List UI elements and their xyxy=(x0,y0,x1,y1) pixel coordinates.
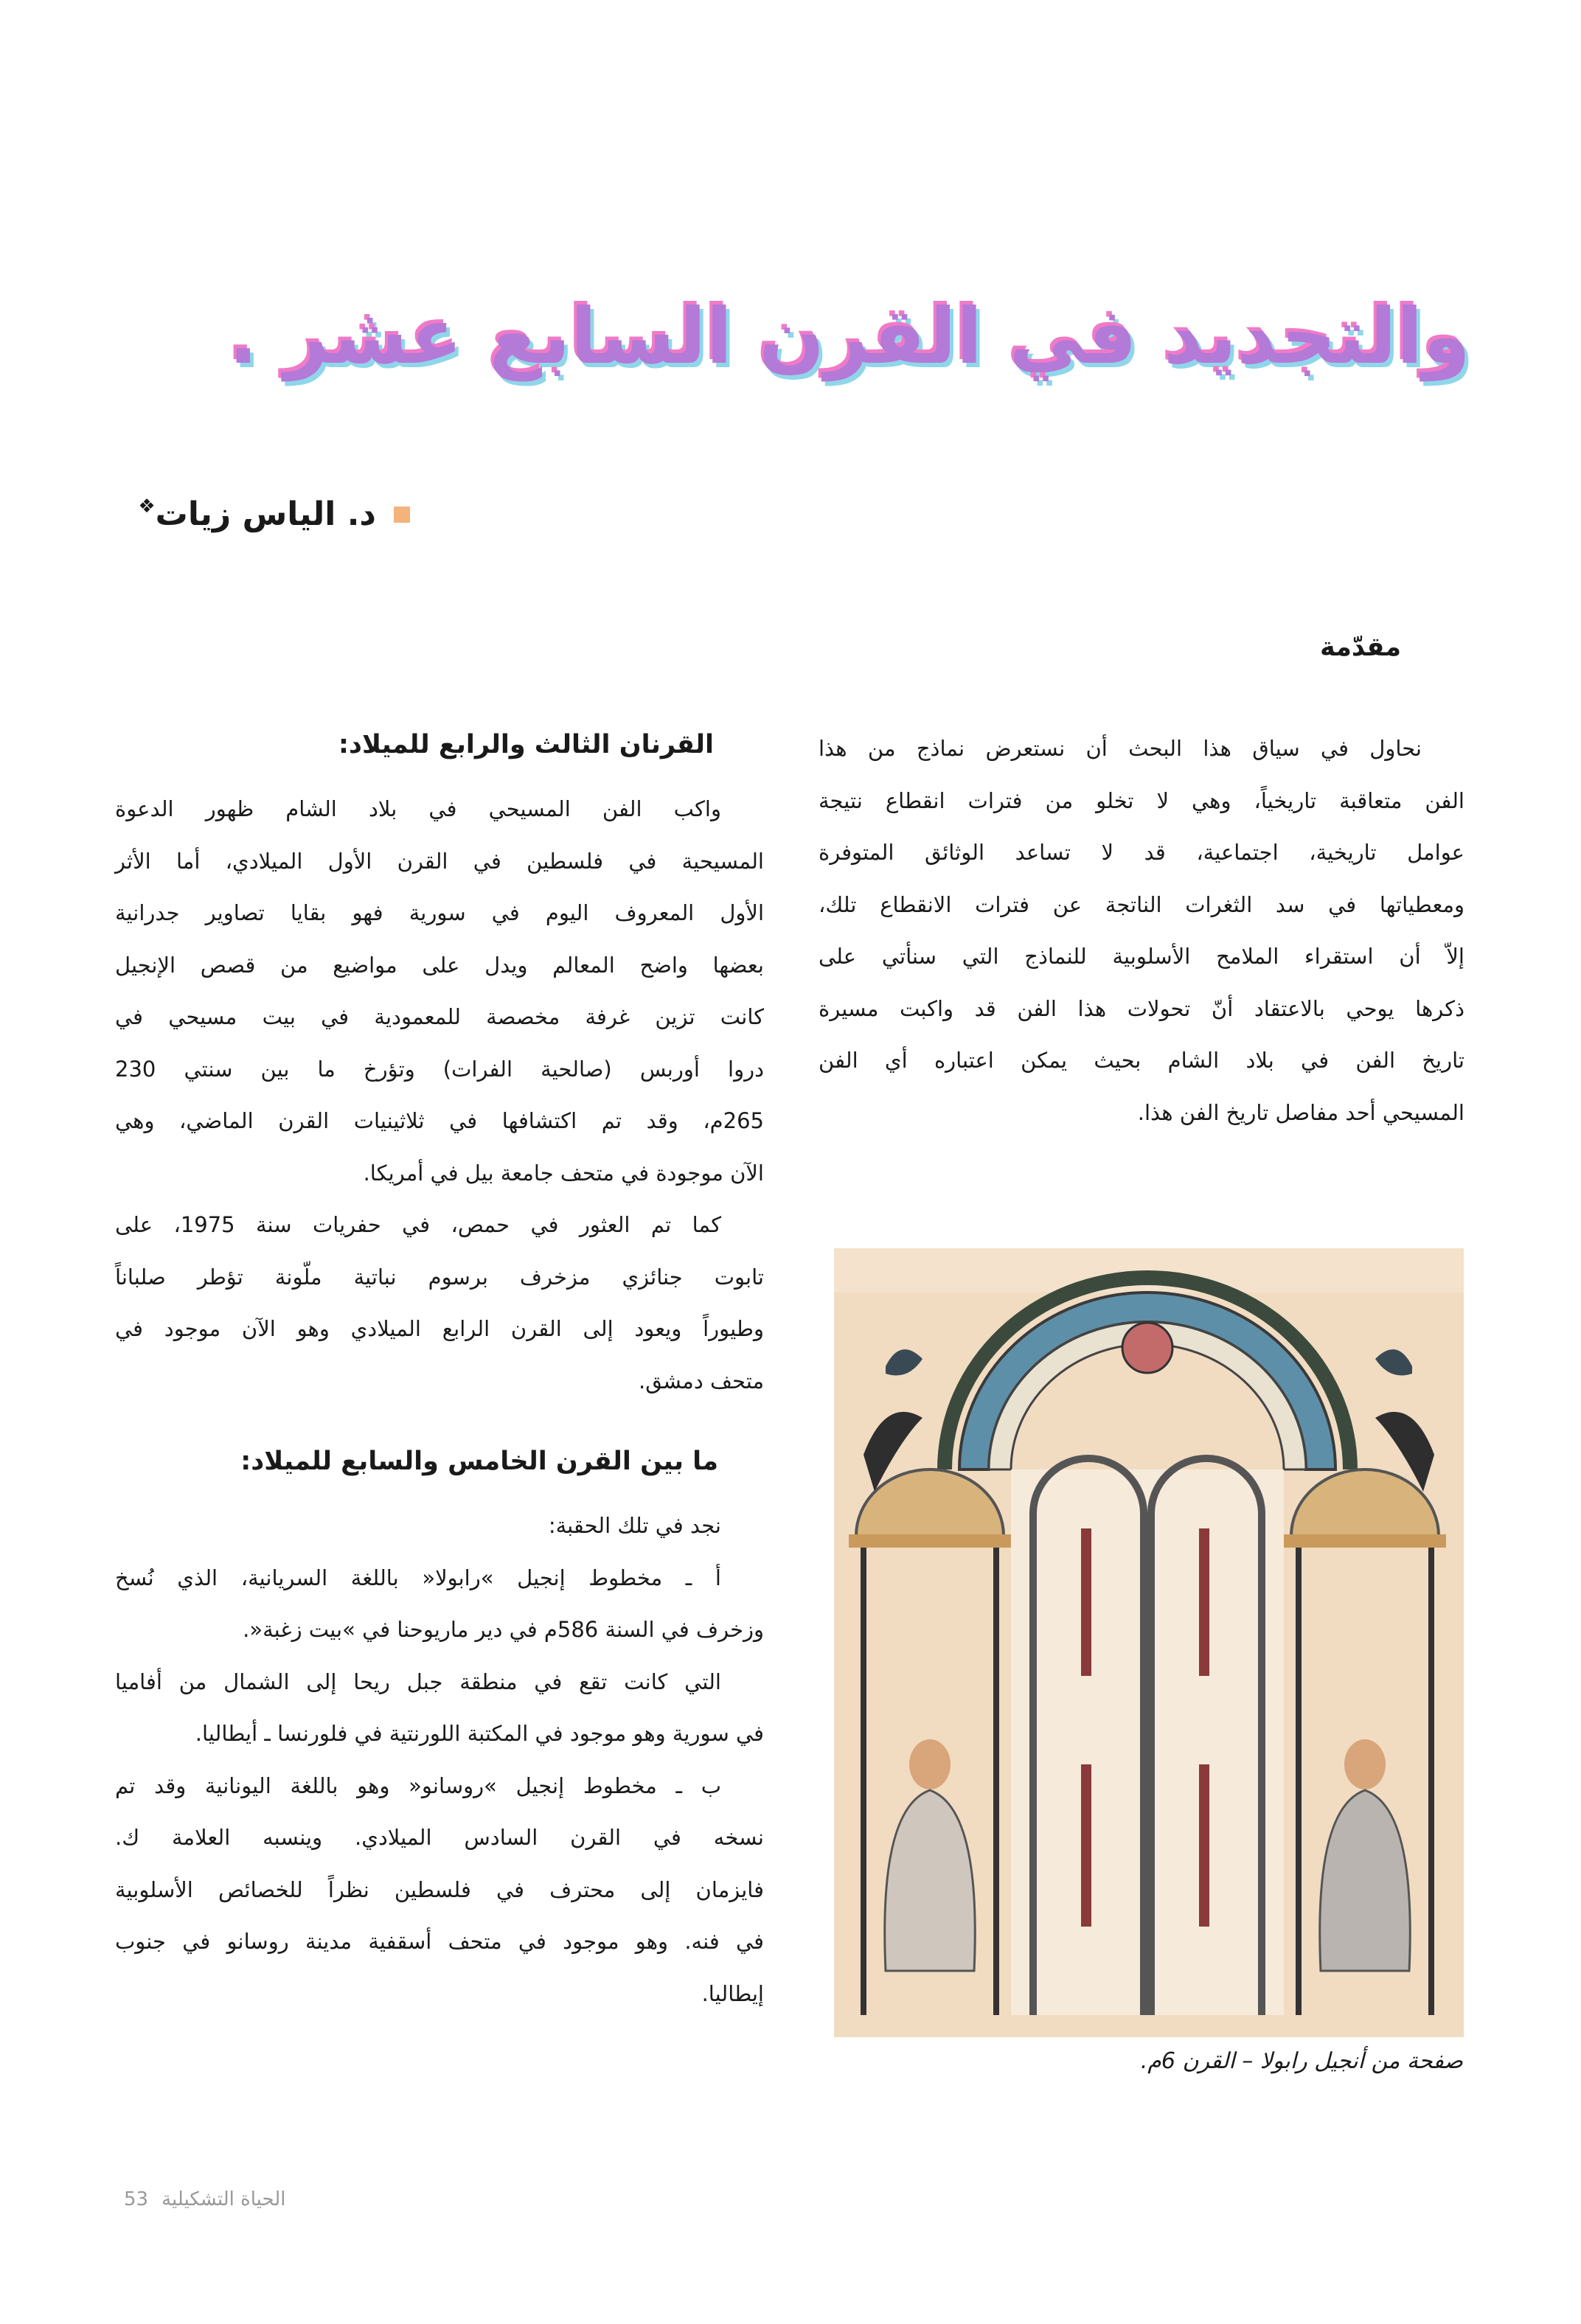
figure-caption: صفحة من أنجيل رابولا – القرن 6م. xyxy=(1140,2048,1463,2074)
author-name xyxy=(138,495,376,533)
text-line: دروا أوربس (صالحية الفرات) وتؤرخ ما بين سنتي 230 xyxy=(115,1056,764,1082)
page-number: 53 xyxy=(124,2188,149,2210)
page-footer xyxy=(124,2188,285,2210)
text-line: الآن موجودة في متحف جامعة بيل في أمريكا. xyxy=(363,1160,764,1186)
text-line: كما تم العثور في حمص، في حفريات سنة 1975، على xyxy=(115,1212,722,1237)
text-line: الفن متعاقبة تاريخياً، وهي لا تخلو من فترات انقطاع نتيجة xyxy=(819,787,1464,813)
text-line: فايزمان إلى محترف في فلسطين نظراً للخصائص الأسلوبية xyxy=(115,1876,764,1902)
author-line xyxy=(138,495,410,533)
text-line: تابوت جنائزي مزخرف برسوم نباتية ملّونة تؤطر صلباناً xyxy=(115,1264,764,1290)
text-line: إلاّ أن استقراء الملامح الأسلوبية للنماذج التي سنأتي على xyxy=(819,944,1464,969)
text-line: المسيحية في فلسطين في القرن الأول الميلادي، أما الأثر xyxy=(115,848,764,874)
text-line: وطيوراً ويعود إلى القرن الرابع الميلادي وهو الآن موجود في xyxy=(115,1316,764,1341)
section1-heading: القرنان الثالث والرابع للميلاد: xyxy=(338,730,714,759)
text-line: المسيحي أحد مفاصل تاريخ الفن هذا. xyxy=(1137,1099,1464,1125)
text-line: عوامل تاريخية، اجتماعية، قد لا تساعد الوثائق المتوفرة xyxy=(819,840,1464,865)
section2-column xyxy=(115,1500,764,2019)
text-line: نسخه في القرن السادس الميلادي. وينسبه العلامة ك. xyxy=(115,1825,764,1850)
text-line: متحف دمشق. xyxy=(639,1368,764,1394)
author-name-text: د. الياس زيات xyxy=(155,495,376,533)
text-line: الأول المعروف اليوم في سورية فهو بقايا تصاوير جدرانية xyxy=(115,900,764,925)
magazine-name: الحياة التشكيلية xyxy=(161,2188,286,2210)
author-bullet-square xyxy=(394,507,410,523)
text-line: كانت تزين غرفة مخصصة للمعمودية في بيت مسيحي في xyxy=(115,1004,764,1029)
article-title: والتجديد في القرن السابع عشر . xyxy=(228,291,1470,381)
text-line: في سورية وهو موجود في المكتبة اللورنتية في فلورنسا ـ أيطاليا. xyxy=(195,1721,764,1746)
text-line: وزخرف في السنة 586م في دير ماريوحنا في »بيت زغبة«. xyxy=(243,1617,764,1642)
text-line: التي كانت تقع في منطقة جبل ريحا إلى الشمال من أفاميا xyxy=(115,1669,721,1694)
text-line: ذكرها يوحي بالاعتقاد أنّ تحولات هذا الفن قد واكبت مسيرة xyxy=(819,995,1464,1021)
text-line: واكب الفن المسيحي في بلاد الشام ظهور الدعوة xyxy=(115,796,721,821)
manuscript-illustration xyxy=(834,1248,1464,2037)
text-line: ب ـ مخطوط إنجيل »روسانو« وهو باللغة اليونانية وقد تم xyxy=(115,1772,721,1798)
text-line: 265م، وقد تم اكتشافها في ثلاثينيات القرن الماضي، وهي xyxy=(115,1108,764,1133)
text-line: أ ـ مخطوط إنجيل »رابولا« باللغة السريانية، الذي نُسخ xyxy=(115,1565,721,1590)
text-line: تاريخ الفن في بلاد الشام بحيث يمكن اعتباره أي الفن xyxy=(819,1048,1464,1073)
rabbula-gospel-image xyxy=(834,1248,1464,2037)
intro-column xyxy=(819,723,1464,1138)
text-line: نجد في تلك الحقبة: xyxy=(548,1513,721,1538)
section2-heading: ما بين القرن الخامس والسابع للميلاد: xyxy=(240,1447,718,1476)
text-line: نحاول في سياق هذا البحث أن نستعرض نماذج من هذا xyxy=(819,736,1422,761)
text-line: ومعطياتها في سد الثغرات الناتجة عن فترات الانقطاع تلك، xyxy=(819,891,1464,917)
author-footnote-mark: ❖ xyxy=(138,495,156,518)
text-line: بعضها واضح المعالم ويدل على مواضيع من قصص الإنجيل xyxy=(115,952,764,978)
text-line: إيطاليا. xyxy=(701,1980,764,2006)
text-line: في فنه. وهو موجود في متحف أسقفية مدينة روسانو في جنوب xyxy=(115,1929,764,1954)
intro-heading: مقدّمة xyxy=(1320,633,1401,662)
section1-column xyxy=(115,783,764,1407)
